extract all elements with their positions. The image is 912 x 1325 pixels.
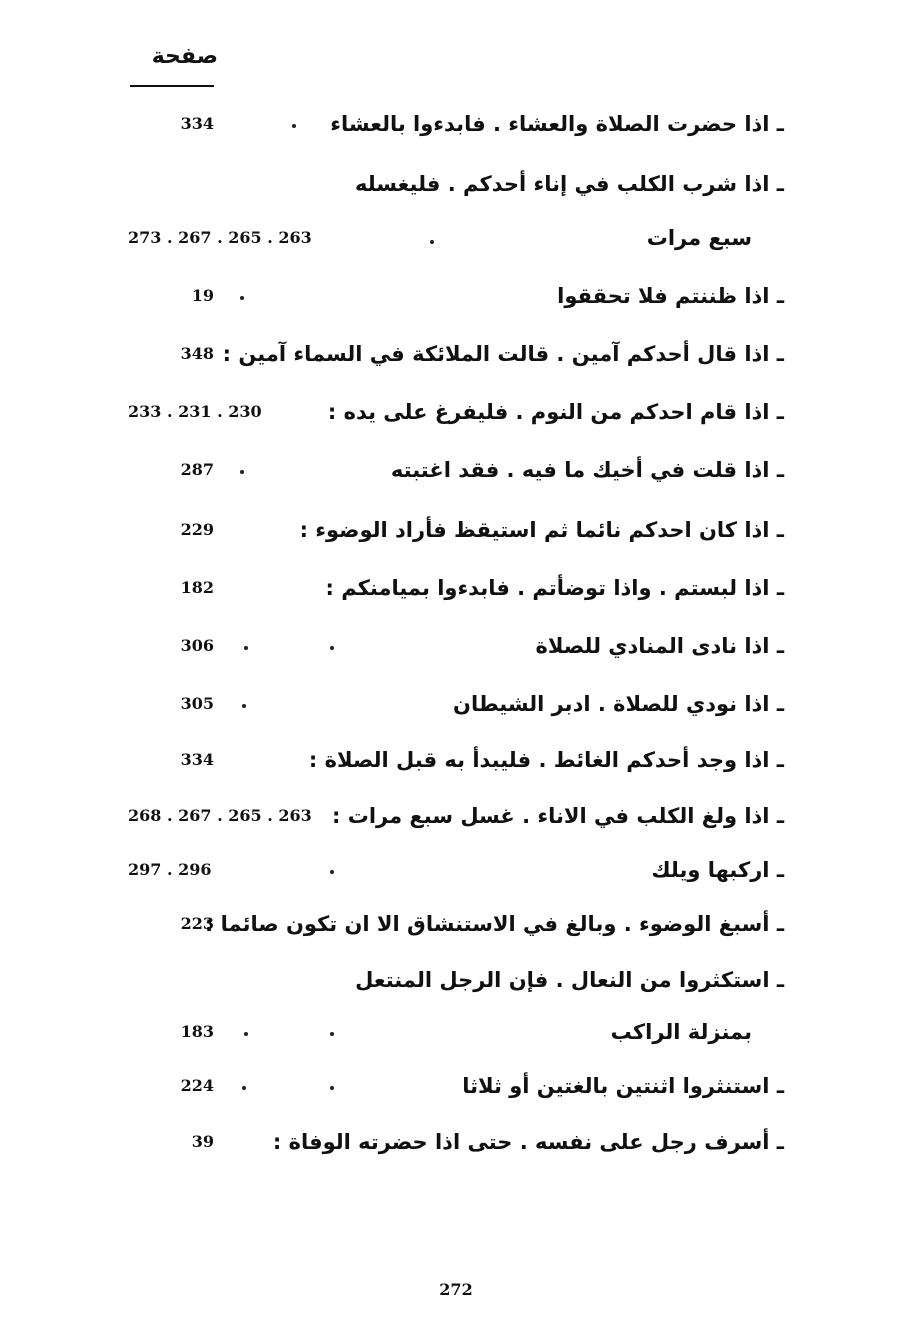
entry-text: ـ استكثروا من النعال . فإن الرجل المنتعل: [355, 968, 784, 992]
entry-text: ـ اذا وجد أحدكم الغائط . فليبدأ به قبل الصلاة :: [308, 748, 784, 772]
entry-text: ـ أسبغ الوضوء . وبالغ في الاستنشاق الا ان تكون صائما :: [204, 912, 784, 936]
entry-text: ـ اذا قال أحدكم آمين . قالت الملائكة في السماء آمين :: [222, 342, 784, 366]
leader-dot: [240, 296, 244, 300]
entry-text: ـ اذا ظننتم فلا تحققوا: [557, 284, 784, 308]
index-entry: [0, 510, 912, 550]
index-entry: [0, 850, 912, 890]
index-entry: [0, 626, 912, 666]
entry-text: ـ اذا نادى المنادي للصلاة: [535, 634, 784, 658]
entry-text: ـ اذا كان احدكم نائما ثم استيقظ فأراد الوضوء :: [299, 518, 784, 542]
entry-pages: 39: [191, 1132, 214, 1151]
index-entry: [0, 796, 912, 836]
entry-text: ـ أسرف رجل على نفسه . حتى اذا حضرته الوفاة :: [272, 1130, 784, 1154]
index-entry: [0, 276, 912, 316]
entry-pages: 287: [180, 460, 214, 479]
leader-dot: [430, 240, 434, 244]
leader-dot: [240, 470, 244, 474]
index-entry: [0, 392, 912, 432]
page-column-header: صفحة: [151, 44, 218, 69]
index-entry: [0, 568, 912, 608]
entry-text: ـ اذا قام احدكم من النوم . فليفرغ على يده :: [327, 400, 784, 424]
entry-pages: 268 . 267 . 265 . 263: [128, 806, 312, 825]
leader-dot: [242, 1086, 246, 1090]
leader-dot: [244, 646, 248, 650]
entry-text: ـ اذا شرب الكلب في إناء أحدكم . فليغسله: [354, 172, 784, 196]
entry-text: ـ استنثروا اثنتين بالغتين أو ثلاثا: [462, 1074, 784, 1098]
entry-text: ـ اذا لبستم . واذا توضأتم . فابدءوا بميامنكم :: [325, 576, 784, 600]
entry-pages: 306: [180, 636, 214, 655]
entry-pages: 297 . 296: [128, 860, 212, 879]
entry-pages: 182: [180, 578, 214, 597]
entry-text: ـ اركبها ويلك: [651, 858, 784, 882]
leader-dot: [330, 1086, 334, 1090]
entry-pages: 305: [180, 694, 214, 713]
entry-pages: 224: [180, 1076, 214, 1095]
entry-text: ـ اذا قلت في أخيك ما فيه . فقد اغتبته: [390, 458, 784, 482]
index-entry-continuation: [0, 1012, 912, 1052]
index-entry: [0, 334, 912, 374]
entry-text: ـ اذا ولغ الكلب في الاناء . غسل سبع مرات :: [332, 804, 784, 828]
leader-dot: [292, 124, 296, 128]
index-entry: [0, 164, 912, 204]
entry-pages: 19: [191, 286, 214, 305]
entry-pages: 334: [180, 114, 214, 133]
leader-dot: [330, 1032, 334, 1036]
index-entry: [0, 684, 912, 724]
entry-pages: 233 . 231 . 230: [128, 402, 262, 421]
entry-pages: 334: [180, 750, 214, 769]
header-underline: [130, 85, 214, 87]
index-entry: [0, 1066, 912, 1106]
index-entry: [0, 740, 912, 780]
index-entry: [0, 104, 912, 144]
leader-dot: [244, 1032, 248, 1036]
index-entry: [0, 1122, 912, 1162]
index-entry: [0, 450, 912, 490]
leader-dot: [330, 646, 334, 650]
entry-text: ـ اذا حضرت الصلاة والعشاء . فابدءوا بالعشاء: [330, 112, 784, 136]
page-number: 272: [439, 1280, 473, 1299]
index-entry: [0, 904, 912, 944]
index-entry: [0, 960, 912, 1000]
entry-text: ـ اذا نودي للصلاة . ادبر الشيطان: [453, 692, 784, 716]
entry-pages: 223: [180, 914, 214, 933]
entry-text: بمنزلة الراكب: [610, 1020, 752, 1044]
entry-pages: 229: [180, 520, 214, 539]
leader-dot: [242, 704, 246, 708]
leader-dot: [330, 870, 334, 874]
entry-pages: 273 . 267 . 265 . 263: [128, 228, 312, 247]
entry-text: سبع مرات: [646, 226, 752, 250]
entry-pages: 348: [180, 344, 214, 363]
entry-pages: 183: [180, 1022, 214, 1041]
index-entry-continuation: [0, 218, 912, 258]
